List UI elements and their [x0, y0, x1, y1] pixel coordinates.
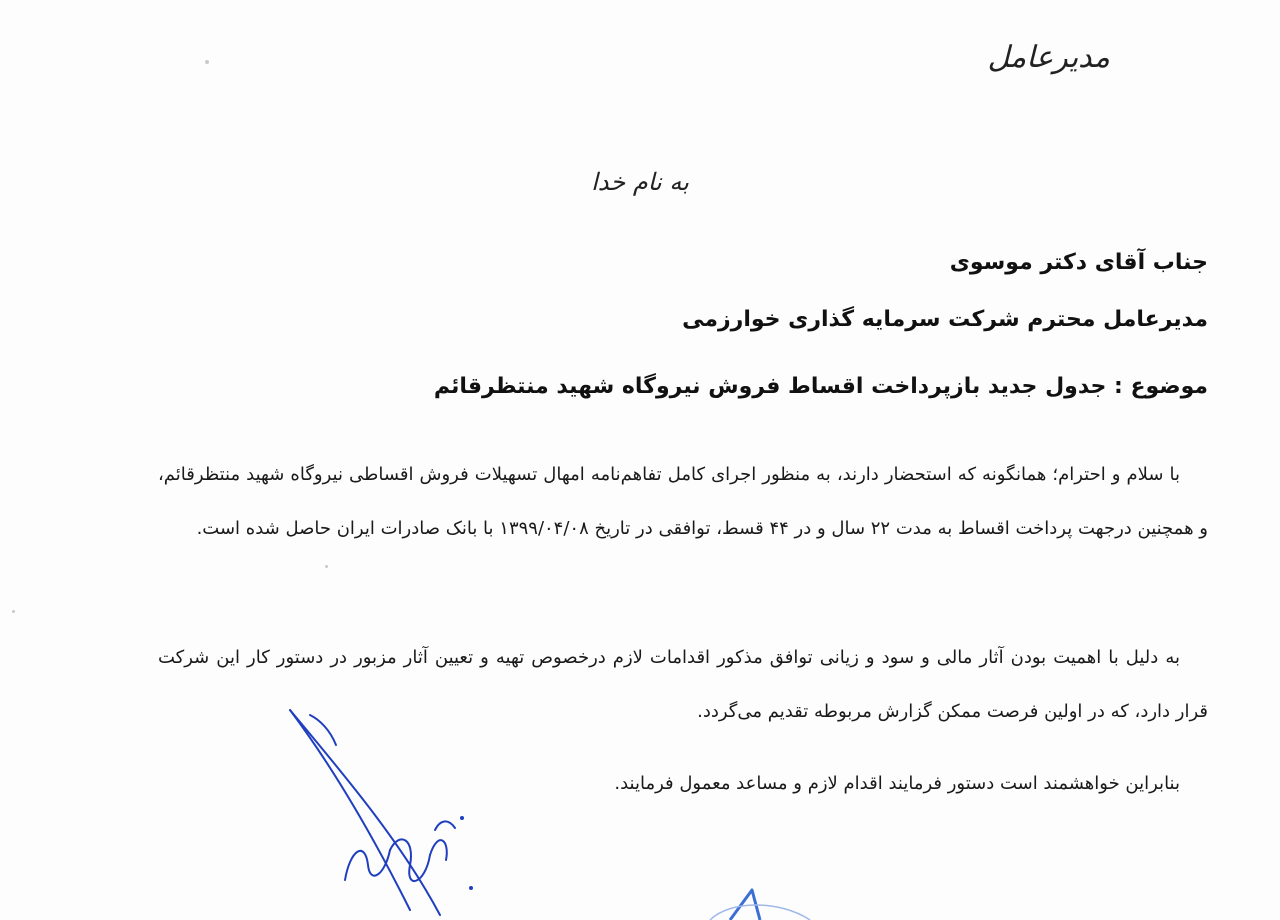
recipient-position: مدیرعامل محترم شرکت سرمایه گذاری خوارزمی: [682, 307, 1208, 332]
paragraph-2-text: به دلیل با اهمیت بودن آثار مالی و سود و زیانی توافق مذکور اقدامات لازم درخصوص تهیه و تعیین آثار مزبور در دستور کار این شرکت قرار دارد، که در اولین فرصت ممکن گزارش مربوطه تقدیم می‌گردد.: [158, 647, 1208, 722]
paragraph-3-text: بنابراین خواهشمند است دستور فرمایند اقدام لازم و مساعد معمول فرمایند.: [614, 773, 1180, 794]
scan-speck: [325, 565, 328, 568]
scan-speck: [205, 60, 209, 64]
basmala: به نام خدا: [591, 168, 689, 196]
paragraph-1-text: با سلام و احترام؛ همانگونه که استحضار دارند، به منظور اجرای کامل تفاهم‌نامه امهال تسهیلات فروش اقساطی نیروگاه شهید منتظرقائم، و همچنین درجهت پرداخت اقساط به مدت ۲۲ سال و در ۴۴ قسط، توافقی در تاریخ ۱۳۹۹/۰۴/۰۸ با بانک صادرات ایران حاصل شده است.: [158, 464, 1208, 539]
stamp-icon: [690, 880, 830, 920]
paragraph-1: [158, 448, 1208, 556]
signature-icon: [250, 690, 510, 920]
scan-speck: [12, 610, 15, 613]
letter-subject: موضوع : جدول جدید بازپرداخت اقساط فروش نیروگاه شهید منتظرقائم: [433, 374, 1208, 399]
letterhead-title: مدیرعامل: [987, 40, 1110, 75]
recipient-name: جناب آقای دکتر موسوی: [949, 250, 1208, 275]
